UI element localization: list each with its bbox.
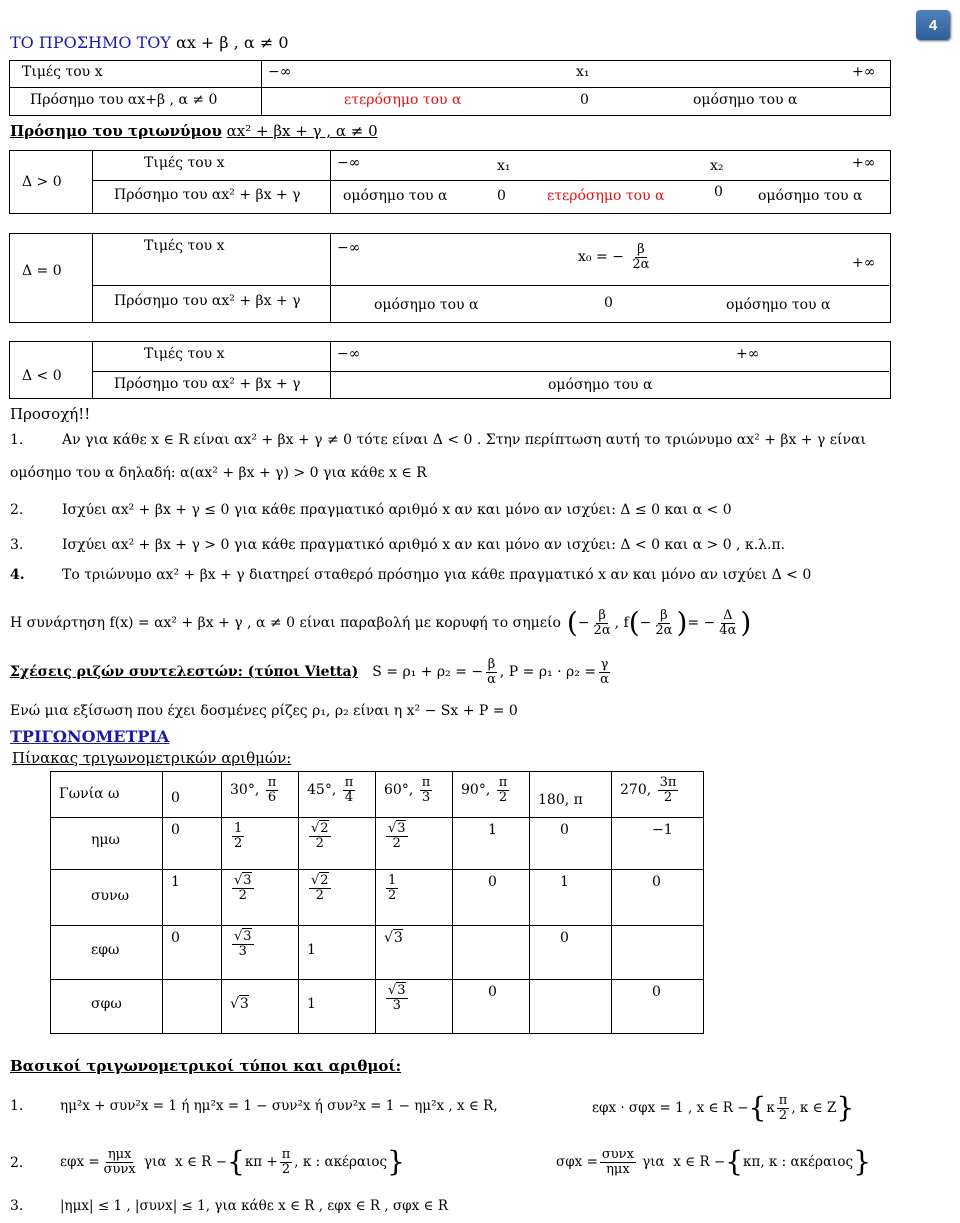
values-label: Τιμές του x [22, 64, 103, 80]
formula-2b: σφx = $\frac{\text{συνx}}{\text{ημx}}$ για x ∈ R − { κπ, κ : ακέραιος } [556, 1145, 871, 1178]
sign-title-expr: αx + β , α ≠ 0 [176, 33, 289, 52]
right-sign: ομόσημο του α [693, 92, 798, 108]
notes-title: Προσοχή!! [10, 405, 91, 423]
col-90: 90°, $\frac{\pi}{2}$ [453, 772, 530, 818]
col-180: 180, π [530, 772, 612, 818]
formula-number: 3. [10, 1198, 24, 1214]
formulas-title: Βασικοί τριγωνομετρικοί τύποι και αριθμοί: [10, 1057, 402, 1075]
same-sign: ομόσημο του α [758, 188, 863, 204]
formula-1b: εφx · σφx = 1 , x ∈ R − { κ $\frac{\pi}{2}$ , κ ∈ Z } [592, 1091, 855, 1124]
parabola-vertex: Η συνάρτηση f(x) = αx² + βx + γ , α ≠ 0 είναι παραβολή με κορυφή το σημείο ( − $\frac{\beta}{2\alpha}$ , f ( − $\frac{\beta}{2\alpha}$ ) = − $\frac{\Delta}{4\alpha}$ ) [10, 606, 752, 639]
note-2-text: Ισχύει αx² + βx + γ ≤ 0 για κάθε πραγματικό αριθμό x αν και μόνο αν ισχύει: Δ ≤ 0 και α < 0 [62, 502, 732, 518]
row-tan: εφω [51, 926, 163, 980]
trinomial-heading-expr: αx² + βx + γ , α ≠ 0 [226, 122, 378, 140]
fraction-numerator: β [637, 242, 645, 257]
note-number: 1. [10, 432, 24, 448]
delta-zero: Δ = 0 [22, 263, 62, 279]
trig-table: Γωνία ω 0 30°, $\frac{\pi}{6}$ 45°, $\frac{\pi}{4}$ 60°, $\frac{\pi}{3}$ 90°, $\frac{\pi}{2}$ 180, π 270, $\frac{3\pi}{2}$ ημω 0 $\frac{1}{2}$ $\frac{√2}{2}$ $\frac{√3}{2}$ 1 0 −1 συνω 1 $\frac{√3}{2}$ $\frac{√2}{2}$ $\frac{1}{2}$ 0 1 0 εφω 0 $\frac{√3}{3}$ 1 √3 0 σφω √3 1 $\frac{√3}{3}$ 0 0 [50, 771, 704, 1034]
values-label: Τιμές του x [144, 155, 225, 171]
trinomial-heading-text: Πρόσημο του τριωνύμου [10, 122, 222, 140]
same-sign: ομόσημο του α [548, 377, 653, 393]
minus-infinity: −∞ [337, 155, 361, 171]
formula-2a: εφx = $\frac{\text{ημx}}{\text{συνx}}$ για x ∈ R − { κπ + $\frac{\pi}{2}$ , κ : ακέραιος } [60, 1145, 405, 1178]
sign-label: Πρόσημο του αx+β , α ≠ 0 [30, 92, 218, 108]
row-cot: σφω [51, 980, 163, 1034]
row-cos: συνω [51, 870, 163, 926]
root-x0 [578, 243, 653, 271]
note-number: 4. [10, 567, 25, 583]
same-sign: ομόσημο του α [374, 297, 479, 313]
zero: 0 [497, 188, 506, 204]
same-sign: ομόσημο του α [343, 188, 448, 204]
formula-number: 2. [10, 1155, 24, 1171]
col-270: 270, $\frac{3\pi}{2}$ [612, 772, 704, 818]
left-sign: ετερόσημο του α [344, 92, 462, 108]
formula-1-text: ημ²x + συν²x = 1 ή ημ²x = 1 − συν²x ή συν²x = 1 − ημ²x , x ∈ R, [60, 1098, 498, 1114]
trinomial-heading [10, 122, 378, 140]
note-3-text: Ισχύει αx² + βx + γ > 0 για κάθε πραγματικό αριθμό x αν και μόνο αν ισχύει: Δ < 0 και α > 0 , κ.λ.π. [62, 537, 786, 553]
note-number: 2. [10, 502, 24, 518]
row-sin: ημω [51, 818, 163, 870]
sign-label: Πρόσημο του αx² + βx + γ [114, 376, 301, 392]
delta-negative: Δ < 0 [22, 368, 62, 384]
col-0: 0 [163, 772, 222, 818]
root-x0-label: x₀ = − [578, 249, 624, 266]
vietta-sum: S = ρ₁ + ρ₂ = − [372, 664, 484, 680]
values-label: Τιμές του x [144, 346, 225, 362]
col-60: 60°, $\frac{\pi}{3}$ [376, 772, 453, 818]
zero: 0 [714, 184, 723, 200]
note-number: 3. [10, 537, 24, 553]
vietta-label: Σχέσεις ριζών συντελεστών: (τύποι Vietta) [10, 664, 359, 680]
plus-infinity: +∞ [852, 155, 876, 171]
same-sign: ομόσημο του α [726, 297, 831, 313]
sign-label: Πρόσημο του αx² + βx + γ [114, 187, 301, 203]
formula-number: 1. [10, 1098, 24, 1114]
formula-3-text: |ημx| ≤ 1 , |συνx| ≤ 1, για κάθε x ∈ R , εφx ∈ R , σφx ∈ R [60, 1198, 448, 1214]
opposite-sign: ετερόσημο του α [547, 188, 665, 204]
delta-positive: Δ > 0 [22, 174, 62, 190]
equation-from-roots: Ενώ μια εξίσωση που έχει δοσμένες ρίζες ρ₁, ρ₂ είναι η x² − Sx + P = 0 [10, 703, 518, 719]
sign-title [10, 33, 289, 52]
values-label: Τιμές του x [144, 238, 225, 254]
angle-header: Γωνία ω [51, 772, 163, 818]
root-x1: x₁ [497, 158, 511, 174]
note-1-continuation: ομόσημο του α δηλαδή: α(αx² + βx + γ) > 0 για κάθε x ∈ R [10, 465, 427, 481]
sign-title-text: ΤΟ ΠΡΟΣΗΜΟ ΤΟΥ [10, 33, 171, 52]
note-4-text: Το τριώνυμο αx² + βx + γ διατηρεί σταθερό πρόσημο για κάθε πραγματικό x αν και μόνο αν ισχύει Δ < 0 [62, 567, 812, 583]
root-x0-fraction [630, 243, 651, 271]
col-45: 45°, $\frac{\pi}{4}$ [299, 772, 376, 818]
vietta-formulas: Σχέσεις ριζών συντελεστών: (τύποι Vietta) S = ρ₁ + ρ₂ = − $\frac{\beta}{\alpha}$ , P = ρ₁ · ρ₂ = $\frac{\gamma}{\alpha}$ [10, 656, 609, 687]
col-30: 30°, $\frac{\pi}{6}$ [222, 772, 299, 818]
zero: 0 [580, 92, 589, 108]
root-x2: x₂ [710, 158, 724, 174]
sign-label: Πρόσημο του αx² + βx + γ [114, 293, 301, 309]
minus-infinity: −∞ [337, 346, 361, 362]
plus-infinity: +∞ [852, 64, 876, 80]
plus-infinity: +∞ [736, 346, 760, 362]
zero: 0 [604, 295, 613, 311]
parabola-text: Η συνάρτηση f(x) = αx² + βx + γ , α ≠ 0 είναι παραβολή με κορυφή το σημείο [10, 615, 561, 631]
delta-positive-table [9, 150, 891, 214]
formula-1b-text: εφx · σφx = 1 , x ∈ R − [592, 1100, 749, 1116]
minus-infinity: −∞ [337, 240, 361, 256]
vietta-product: , P = ρ₁ · ρ₂ = [499, 664, 597, 680]
minus-infinity: −∞ [268, 64, 292, 80]
trig-heading: ΤΡΙΓΩΝΟΜΕΤΡΙΑ [10, 727, 170, 746]
trig-table-title: Πίνακας τριγωνομετρικών αριθμών: [12, 749, 292, 767]
fraction-denominator: 2α [632, 256, 650, 272]
page-number-badge: 4 [916, 10, 950, 40]
plus-infinity: +∞ [852, 255, 876, 271]
root-x1: x₁ [576, 64, 590, 80]
note-1-text: Αν για κάθε x ∈ R είναι αx² + βx + γ ≠ 0 τότε είναι Δ < 0 . Στην περίπτωση αυτή το τριώνυμο αx² + βx + γ είναι [62, 432, 867, 448]
